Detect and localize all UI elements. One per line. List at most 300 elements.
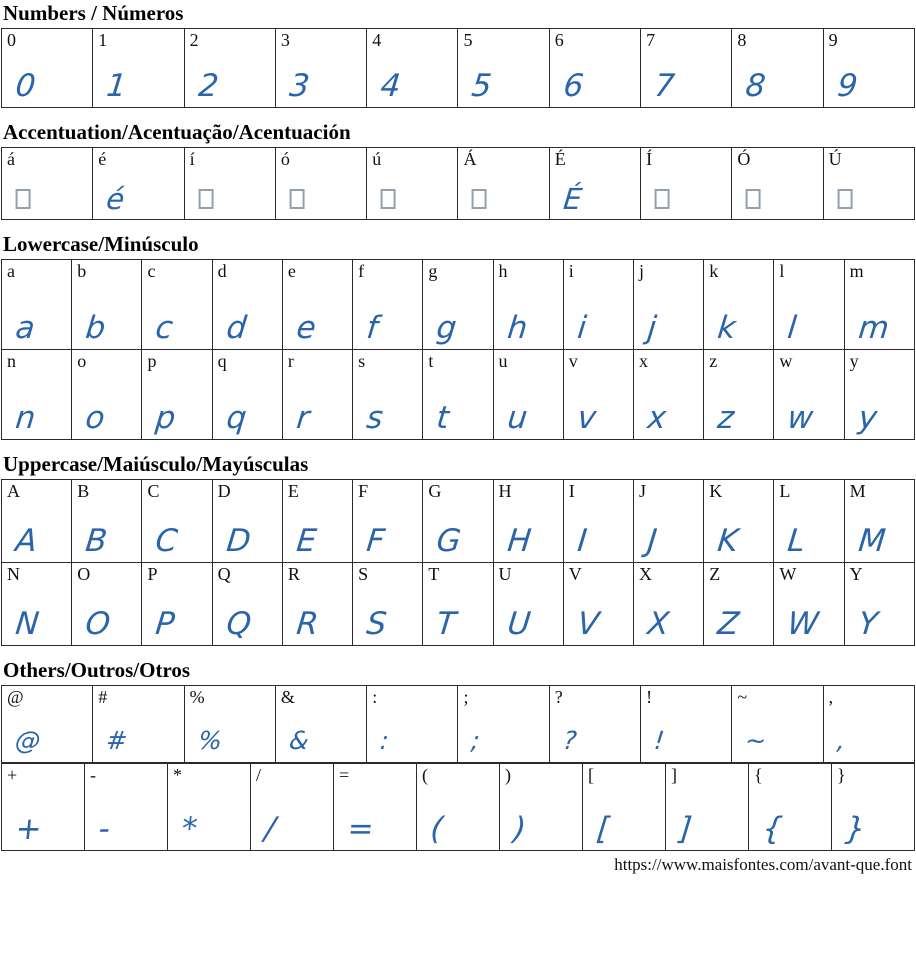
character-label: / xyxy=(256,765,262,786)
font-specimen-page xyxy=(0,2,916,875)
glyph-row xyxy=(2,260,915,350)
character-label: 4 xyxy=(372,30,382,51)
character-label: í xyxy=(189,149,195,170)
character-label: : xyxy=(372,687,378,708)
character-label: ) xyxy=(505,765,511,786)
glyph-cell xyxy=(142,563,212,646)
character-label: É xyxy=(554,149,566,170)
handwritten-glyph: g xyxy=(435,310,459,347)
glyph-cell xyxy=(500,764,583,851)
glyph-cell xyxy=(2,686,93,763)
handwritten-glyph: R xyxy=(294,606,320,643)
section-numbers xyxy=(0,28,916,108)
handwritten-glyph: V xyxy=(575,606,601,643)
handwritten-glyph: a xyxy=(13,310,37,347)
glyph-cell xyxy=(423,480,493,563)
handwritten-glyph: / xyxy=(262,811,278,848)
glyph-cell xyxy=(704,480,774,563)
character-label: c xyxy=(147,261,156,282)
glyph-row xyxy=(2,350,915,440)
character-label: } xyxy=(837,765,846,786)
character-label: ; xyxy=(463,687,469,708)
handwritten-glyph: t xyxy=(435,400,452,437)
character-label: U xyxy=(498,564,512,585)
character-label: K xyxy=(709,481,723,502)
character-label: [ xyxy=(588,765,594,786)
section-uppercase xyxy=(0,479,916,646)
character-label: n xyxy=(7,351,16,372)
glyph-cell xyxy=(212,480,282,563)
handwritten-glyph xyxy=(367,185,397,214)
handwritten-glyph: z xyxy=(715,400,737,437)
handwritten-glyph: G xyxy=(435,523,463,560)
glyph-cell xyxy=(633,350,703,440)
glyph-cell xyxy=(493,260,563,350)
handwritten-glyph: ] xyxy=(677,811,694,848)
glyph-cell xyxy=(666,764,749,851)
glyph-cell xyxy=(282,260,352,350)
character-label: = xyxy=(339,765,350,786)
handwritten-glyph: o xyxy=(84,400,107,437)
character-label: T xyxy=(428,564,440,585)
handwritten-glyph: c xyxy=(154,310,176,347)
handwritten-glyph: Q xyxy=(224,606,253,643)
character-label: q xyxy=(217,351,227,372)
glyph-cell xyxy=(563,260,633,350)
glyph-cell xyxy=(334,764,417,851)
handwritten-glyph: P xyxy=(154,606,177,643)
glyph-row xyxy=(2,148,915,220)
character-label: 9 xyxy=(828,30,838,51)
glyph-cell xyxy=(353,480,423,563)
character-label: Q xyxy=(217,564,231,585)
handwritten-glyph: % xyxy=(196,726,224,756)
handwritten-glyph: F xyxy=(364,523,387,560)
glyph-cell xyxy=(458,29,549,108)
character-label: j xyxy=(638,261,644,282)
character-label: J xyxy=(638,481,646,502)
handwritten-glyph: N xyxy=(13,606,41,643)
character-label: 6 xyxy=(554,30,564,51)
glyph-row xyxy=(2,686,915,763)
character-label: p xyxy=(147,351,157,372)
glyph-cell xyxy=(732,148,823,220)
character-label: Ú xyxy=(828,149,842,170)
glyph-cell xyxy=(423,563,493,646)
glyph-cell xyxy=(563,480,633,563)
handwritten-glyph: x xyxy=(645,400,668,437)
character-label: { xyxy=(754,765,763,786)
character-label: k xyxy=(709,261,719,282)
handwritten-glyph: ? xyxy=(561,726,578,756)
glyph-cell xyxy=(275,148,366,220)
handwritten-glyph: X xyxy=(645,606,671,643)
character-label: 2 xyxy=(189,30,199,51)
character-label: a xyxy=(7,261,15,282)
glyph-table-others-row-1 xyxy=(1,763,915,851)
handwritten-glyph: [ xyxy=(594,811,611,848)
glyph-cell xyxy=(72,480,142,563)
character-label: C xyxy=(147,481,160,502)
glyph-table-lowercase xyxy=(1,259,915,440)
glyph-cell xyxy=(212,350,282,440)
glyph-cell xyxy=(72,260,142,350)
section-title-numbers: Numbers / Números xyxy=(3,1,184,25)
handwritten-glyph: 4 xyxy=(378,68,403,105)
handwritten-glyph: 5 xyxy=(470,68,494,105)
character-label: F xyxy=(358,481,369,502)
glyph-cell xyxy=(353,350,423,440)
missing-glyph-box xyxy=(381,189,396,209)
glyph-cell xyxy=(2,480,72,563)
glyph-row xyxy=(2,29,915,108)
handwritten-glyph: : xyxy=(378,726,391,756)
handwritten-glyph: A xyxy=(13,523,39,560)
character-label: P xyxy=(147,564,158,585)
handwritten-glyph: ~ xyxy=(744,726,769,756)
handwritten-glyph: O xyxy=(84,606,113,643)
character-label: M xyxy=(849,481,866,502)
character-label: ] xyxy=(671,765,677,786)
character-label: Á xyxy=(463,149,477,170)
handwritten-glyph: v xyxy=(575,400,598,437)
handwritten-glyph: B xyxy=(84,523,110,560)
handwritten-glyph: y xyxy=(856,400,879,437)
glyph-cell xyxy=(641,29,732,108)
glyph-cell xyxy=(549,29,640,108)
glyph-cell xyxy=(641,686,732,763)
character-label: 5 xyxy=(463,30,473,51)
handwritten-glyph: e xyxy=(294,310,318,347)
section-others xyxy=(0,685,916,851)
handwritten-glyph: h xyxy=(505,310,529,347)
character-label: e xyxy=(287,261,296,282)
glyph-cell xyxy=(563,563,633,646)
character-label: , xyxy=(828,687,834,708)
character-label: L xyxy=(779,481,791,502)
handwritten-glyph: s xyxy=(364,400,385,437)
handwritten-glyph: u xyxy=(505,400,529,437)
glyph-cell xyxy=(212,260,282,350)
character-label: l xyxy=(779,261,785,282)
handwritten-glyph xyxy=(2,185,32,214)
character-label: ? xyxy=(554,687,563,708)
handwritten-glyph: S xyxy=(364,606,389,643)
handwritten-glyph: - xyxy=(96,811,112,848)
missing-glyph-box xyxy=(655,189,670,209)
glyph-cell xyxy=(823,686,914,763)
character-label: % xyxy=(189,687,205,708)
handwritten-glyph: U xyxy=(505,606,532,643)
glyph-cell xyxy=(823,29,914,108)
character-label: Z xyxy=(709,564,721,585)
handwritten-glyph: l xyxy=(786,310,799,347)
glyph-cell xyxy=(704,563,774,646)
glyph-cell xyxy=(583,764,666,851)
glyph-cell xyxy=(549,148,640,220)
glyph-cell xyxy=(353,563,423,646)
handwritten-glyph xyxy=(276,185,306,214)
character-label: @ xyxy=(7,687,24,708)
character-label: Í xyxy=(646,149,653,170)
character-label: ( xyxy=(422,765,428,786)
glyph-cell xyxy=(184,148,275,220)
section-title-accentuation: Accentuation/Acentuação/Acentuación xyxy=(3,120,351,145)
character-label: d xyxy=(217,261,227,282)
glyph-row xyxy=(2,563,915,646)
glyph-cell xyxy=(732,686,823,763)
character-label: + xyxy=(7,765,18,786)
character-label: h xyxy=(498,261,508,282)
character-label: G xyxy=(428,481,442,502)
glyph-cell xyxy=(2,29,93,108)
character-label: z xyxy=(709,351,718,372)
handwritten-glyph: * xyxy=(179,811,200,848)
glyph-cell xyxy=(493,480,563,563)
character-label: t xyxy=(428,351,434,372)
handwritten-glyph xyxy=(732,185,762,214)
character-label: E xyxy=(287,481,299,502)
handwritten-glyph: M xyxy=(856,523,887,560)
glyph-cell xyxy=(367,686,458,763)
glyph-cell xyxy=(633,563,703,646)
glyph-cell xyxy=(423,260,493,350)
glyph-cell xyxy=(633,480,703,563)
glyph-cell xyxy=(353,260,423,350)
glyph-cell xyxy=(93,148,184,220)
character-label: é xyxy=(98,149,107,170)
glyph-cell xyxy=(823,148,914,220)
glyph-cell xyxy=(142,350,212,440)
handwritten-glyph: E xyxy=(294,523,319,560)
character-label: m xyxy=(849,261,864,282)
handwritten-glyph: É xyxy=(561,182,584,217)
section-title-lowercase: Lowercase/Minúsculo xyxy=(3,232,199,257)
glyph-cell xyxy=(633,260,703,350)
missing-glyph-box xyxy=(289,189,304,209)
handwritten-glyph: 1 xyxy=(105,68,129,105)
handwritten-glyph: ( xyxy=(428,811,445,848)
handwritten-glyph: n xyxy=(13,400,38,437)
handwritten-glyph: 9 xyxy=(835,68,859,105)
handwritten-glyph: f xyxy=(364,310,380,347)
character-label: * xyxy=(173,765,182,786)
glyph-table-uppercase xyxy=(1,479,915,646)
handwritten-glyph: D xyxy=(224,523,253,560)
character-label: B xyxy=(77,481,90,502)
character-label: R xyxy=(287,564,300,585)
glyph-cell xyxy=(423,350,493,440)
handwritten-glyph: Z xyxy=(715,606,742,643)
character-label: & xyxy=(280,687,295,708)
handwritten-glyph xyxy=(185,185,215,214)
glyph-cell xyxy=(184,29,275,108)
glyph-cell xyxy=(2,563,72,646)
character-label: á xyxy=(7,149,15,170)
missing-glyph-box xyxy=(837,189,852,209)
missing-glyph-box xyxy=(746,189,761,209)
handwritten-glyph xyxy=(824,185,854,214)
glyph-cell xyxy=(367,148,458,220)
glyph-cell xyxy=(72,350,142,440)
handwritten-glyph: ; xyxy=(470,726,482,756)
glyph-table-numbers xyxy=(1,28,915,108)
glyph-cell xyxy=(93,686,184,763)
handwritten-glyph: d xyxy=(224,310,248,347)
handwritten-glyph: 7 xyxy=(652,68,677,105)
section-title-uppercase: Uppercase/Maiúsculo/Mayúsculas xyxy=(3,452,309,477)
character-label: r xyxy=(287,351,294,372)
handwritten-glyph: r xyxy=(294,400,312,437)
glyph-cell xyxy=(275,686,366,763)
character-label: H xyxy=(498,481,512,502)
character-label: V xyxy=(568,564,582,585)
glyph-cell xyxy=(832,764,915,851)
handwritten-glyph: p xyxy=(154,400,178,437)
handwritten-glyph: 6 xyxy=(561,68,586,105)
glyph-table-accentuation xyxy=(1,147,915,220)
glyph-cell xyxy=(774,563,844,646)
character-label: w xyxy=(779,351,793,372)
glyph-cell xyxy=(563,350,633,440)
glyph-cell xyxy=(549,686,640,763)
character-label: 3 xyxy=(280,30,290,51)
character-label: i xyxy=(568,261,574,282)
character-label: ó xyxy=(280,149,290,170)
glyph-cell xyxy=(72,563,142,646)
character-label: O xyxy=(77,564,91,585)
glyph-cell xyxy=(184,686,275,763)
handwritten-glyph: i xyxy=(575,310,588,347)
section-accentuation xyxy=(0,147,916,220)
glyph-cell xyxy=(417,764,500,851)
glyph-table-others-row-0 xyxy=(1,685,915,763)
glyph-cell xyxy=(142,260,212,350)
character-label: v xyxy=(568,351,578,372)
glyph-cell xyxy=(493,563,563,646)
handwritten-glyph: & xyxy=(287,726,311,756)
handwritten-glyph: 2 xyxy=(196,68,220,105)
character-label: 8 xyxy=(737,30,747,51)
character-label: g xyxy=(428,261,438,282)
character-label: S xyxy=(358,564,369,585)
character-label: ú xyxy=(372,149,382,170)
glyph-cell xyxy=(458,686,549,763)
handwritten-glyph: @ xyxy=(13,726,42,756)
character-label: y xyxy=(849,351,859,372)
glyph-cell xyxy=(458,148,549,220)
section-title-others: Others/Outros/Otros xyxy=(3,658,191,683)
character-label: Ó xyxy=(737,149,751,170)
glyph-cell xyxy=(704,260,774,350)
handwritten-glyph: 0 xyxy=(13,68,38,105)
handwritten-glyph: m xyxy=(856,310,891,347)
character-label: ! xyxy=(646,687,653,708)
handwritten-glyph: I xyxy=(575,523,589,560)
missing-glyph-box xyxy=(472,189,487,209)
missing-glyph-box xyxy=(198,189,213,209)
glyph-cell xyxy=(142,480,212,563)
handwritten-glyph: Y xyxy=(856,606,880,643)
glyph-cell xyxy=(275,29,366,108)
glyph-cell xyxy=(251,764,334,851)
handwritten-glyph: w xyxy=(786,400,816,437)
handwritten-glyph: K xyxy=(715,523,741,560)
glyph-cell xyxy=(2,260,72,350)
handwritten-glyph: } xyxy=(843,811,868,848)
character-label: N xyxy=(7,564,20,585)
glyph-cell xyxy=(704,350,774,440)
handwritten-glyph: é xyxy=(105,182,127,217)
handwritten-glyph: + xyxy=(13,811,44,848)
handwritten-glyph: 8 xyxy=(744,68,768,105)
glyph-cell xyxy=(774,480,844,563)
missing-glyph-box xyxy=(16,189,31,209)
character-label: f xyxy=(358,261,365,282)
character-label: x xyxy=(638,351,648,372)
character-label: o xyxy=(77,351,87,372)
glyph-row xyxy=(2,480,915,563)
character-label: 0 xyxy=(7,30,16,51)
character-label: ~ xyxy=(737,687,748,708)
glyph-cell xyxy=(749,764,832,851)
handwritten-glyph: ! xyxy=(652,726,666,756)
handwritten-glyph xyxy=(641,185,671,214)
handwritten-glyph: k xyxy=(715,310,738,347)
glyph-cell xyxy=(2,148,93,220)
character-label: s xyxy=(358,351,366,372)
character-label: W xyxy=(779,564,797,585)
handwritten-glyph: b xyxy=(84,310,108,347)
glyph-cell xyxy=(212,563,282,646)
glyph-cell xyxy=(282,563,352,646)
glyph-cell xyxy=(85,764,168,851)
footer-url: https://www.maisfontes.com/avant-que.font xyxy=(614,855,912,875)
handwritten-glyph: , xyxy=(835,726,847,756)
character-label: Y xyxy=(849,564,863,585)
character-label: 7 xyxy=(646,30,656,51)
handwritten-glyph: L xyxy=(786,523,808,560)
glyph-cell xyxy=(641,148,732,220)
glyph-cell xyxy=(493,350,563,440)
handwritten-glyph: = xyxy=(345,811,376,848)
character-label: u xyxy=(498,351,508,372)
handwritten-glyph: 3 xyxy=(287,68,312,105)
handwritten-glyph: T xyxy=(435,606,458,643)
glyph-cell xyxy=(844,480,914,563)
character-label: # xyxy=(98,687,108,708)
handwritten-glyph: W xyxy=(786,606,821,643)
glyph-cell xyxy=(844,350,914,440)
handwritten-glyph xyxy=(458,185,488,214)
character-label: 1 xyxy=(98,30,108,51)
handwritten-glyph: H xyxy=(505,523,533,560)
glyph-cell xyxy=(774,350,844,440)
handwritten-glyph: ) xyxy=(511,811,528,848)
glyph-cell xyxy=(2,764,85,851)
glyph-cell xyxy=(2,350,72,440)
handwritten-glyph: q xyxy=(224,400,248,437)
handwritten-glyph: # xyxy=(105,726,130,756)
glyph-cell xyxy=(282,480,352,563)
glyph-cell xyxy=(844,260,914,350)
glyph-cell xyxy=(732,29,823,108)
handwritten-glyph: J xyxy=(645,523,659,560)
glyph-cell xyxy=(844,563,914,646)
glyph-cell xyxy=(367,29,458,108)
character-label: - xyxy=(90,765,96,786)
character-label: A xyxy=(7,481,20,502)
